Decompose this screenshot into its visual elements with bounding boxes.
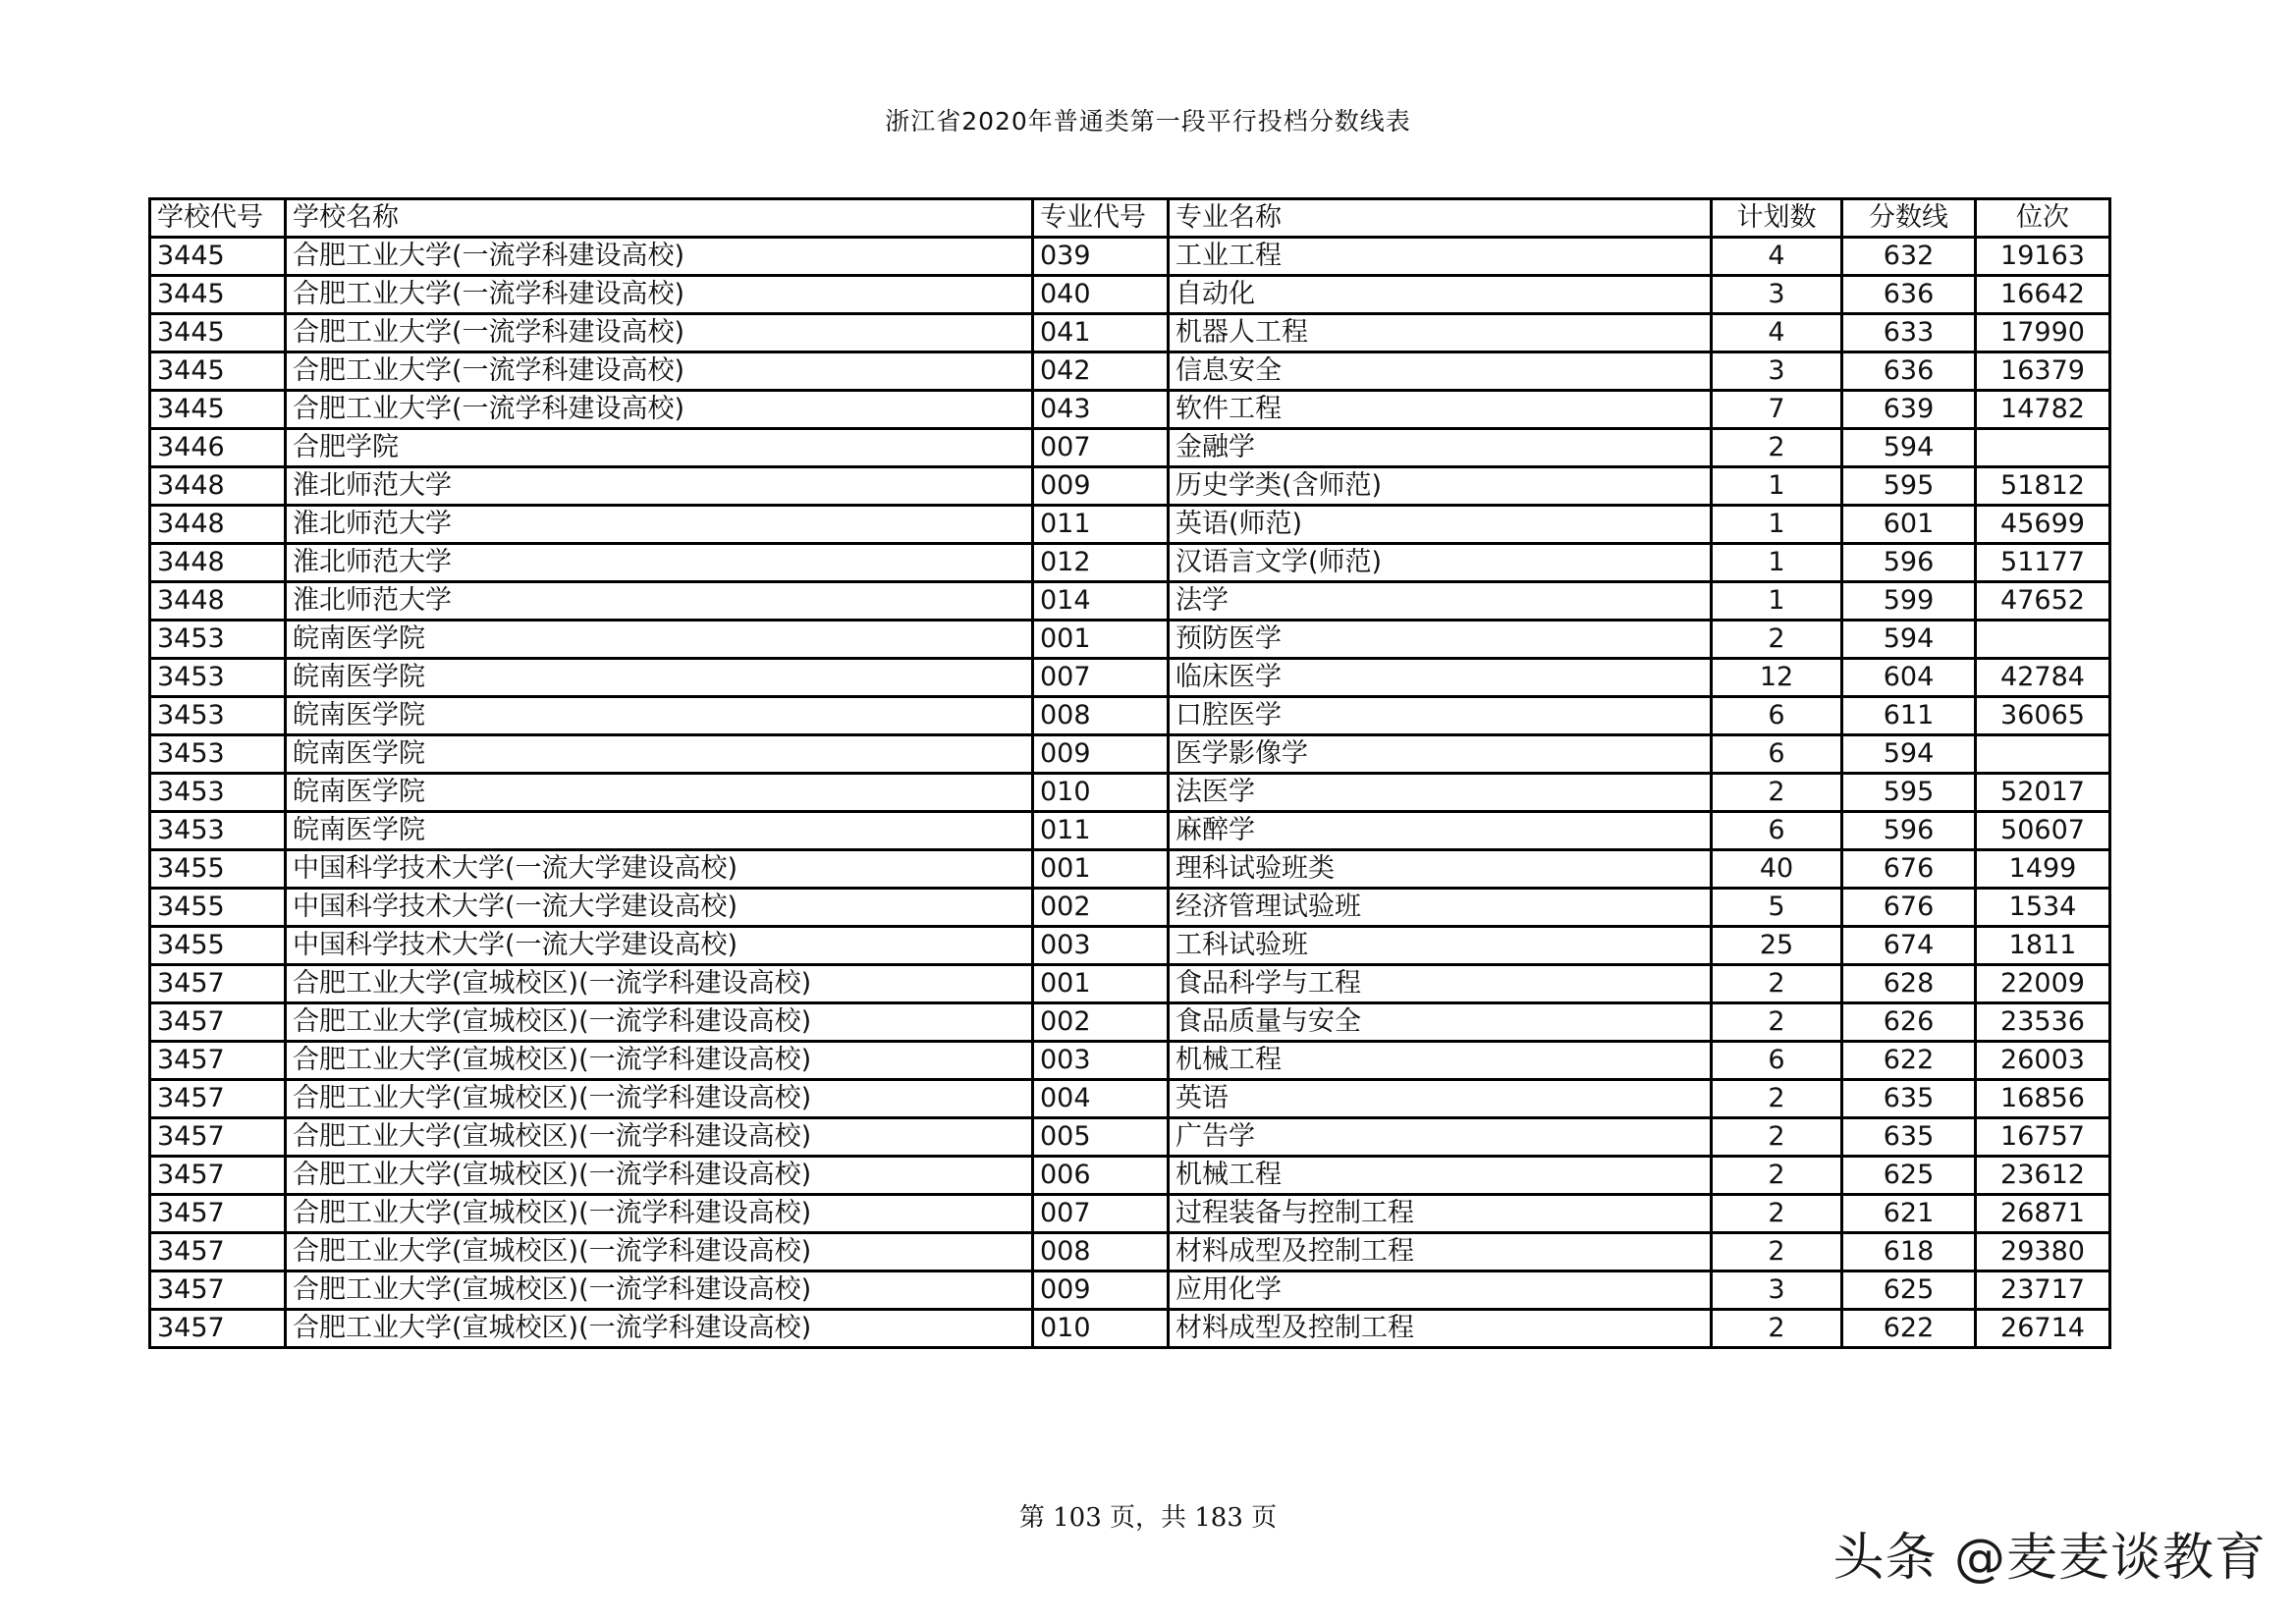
rank-cell: 26714 [1976,1310,2110,1348]
plan-count-cell: 40 [1712,850,1842,889]
school-code-cell: 3453 [150,735,286,774]
school-name-cell: 合肥工业大学(一流学科建设高校) [286,276,1033,314]
rank-cell: 23612 [1976,1157,2110,1195]
major-code-cell: 042 [1033,352,1169,391]
score-line-cell: 674 [1842,927,1976,965]
major-code-cell: 002 [1033,889,1169,927]
table-row [150,1042,2110,1080]
major-code-cell: 011 [1033,506,1169,544]
major-name-cell: 历史学类(含师范) [1169,467,1712,506]
plan-count-cell: 2 [1712,1080,1842,1118]
major-name-cell: 软件工程 [1169,391,1712,429]
school-code-cell: 3457 [150,1310,286,1348]
table-row [150,659,2110,697]
major-code-cell: 007 [1033,429,1169,467]
table-row [150,812,2110,850]
school-code-cell: 3445 [150,352,286,391]
school-name-cell: 合肥工业大学(宣城校区)(一流学科建设高校) [286,965,1033,1003]
table-row [150,314,2110,352]
header-plan-count: 计划数 [1712,199,1842,238]
school-name-cell: 合肥工业大学(宣城校区)(一流学科建设高校) [286,1157,1033,1195]
rank-cell: 16379 [1976,352,2110,391]
major-name-cell: 医学影像学 [1169,735,1712,774]
plan-count-cell: 5 [1712,889,1842,927]
school-code-cell: 3448 [150,467,286,506]
score-line-cell: 594 [1842,621,1976,659]
major-name-cell: 理科试验班类 [1169,850,1712,889]
major-name-cell: 预防医学 [1169,621,1712,659]
table-row [150,276,2110,314]
score-line-cell: 595 [1842,467,1976,506]
rank-cell: 45699 [1976,506,2110,544]
table-row [150,1271,2110,1310]
table-row [150,582,2110,621]
score-line-cell: 636 [1842,276,1976,314]
table-row [150,774,2110,812]
major-code-cell: 014 [1033,582,1169,621]
major-code-cell: 041 [1033,314,1169,352]
major-code-cell: 001 [1033,850,1169,889]
plan-count-cell: 4 [1712,238,1842,276]
score-line-cell: 676 [1842,850,1976,889]
major-name-cell: 材料成型及控制工程 [1169,1310,1712,1348]
score-line-cell: 635 [1842,1080,1976,1118]
school-name-cell: 皖南医学院 [286,659,1033,697]
school-name-cell: 合肥工业大学(一流学科建设高校) [286,314,1033,352]
rank-cell: 16856 [1976,1080,2110,1118]
header-major-name: 专业名称 [1169,199,1712,238]
table-row [150,1003,2110,1042]
major-name-cell: 应用化学 [1169,1271,1712,1310]
school-code-cell: 3457 [150,1157,286,1195]
major-name-cell: 信息安全 [1169,352,1712,391]
school-code-cell: 3446 [150,429,286,467]
table-row [150,927,2110,965]
score-line-cell: 595 [1842,774,1976,812]
major-name-cell: 法学 [1169,582,1712,621]
score-line-cell: 594 [1842,735,1976,774]
major-code-cell: 004 [1033,1080,1169,1118]
score-line-cell: 618 [1842,1233,1976,1271]
header-rank: 位次 [1976,199,2110,238]
plan-count-cell: 2 [1712,1157,1842,1195]
major-code-cell: 007 [1033,1195,1169,1233]
rank-cell: 16642 [1976,276,2110,314]
rank-cell: 23717 [1976,1271,2110,1310]
school-code-cell: 3457 [150,1233,286,1271]
plan-count-cell: 2 [1712,1118,1842,1157]
score-line-cell: 639 [1842,391,1976,429]
plan-count-cell: 2 [1712,429,1842,467]
school-name-cell: 中国科学技术大学(一流大学建设高校) [286,927,1033,965]
major-code-cell: 005 [1033,1118,1169,1157]
school-name-cell: 合肥工业大学(一流学科建设高校) [286,391,1033,429]
school-name-cell: 合肥工业大学(宣城校区)(一流学科建设高校) [286,1080,1033,1118]
major-code-cell: 039 [1033,238,1169,276]
table-row [150,467,2110,506]
table-row [150,238,2110,276]
major-name-cell: 经济管理试验班 [1169,889,1712,927]
major-name-cell: 口腔医学 [1169,697,1712,735]
score-line-cell: 599 [1842,582,1976,621]
school-code-cell: 3448 [150,506,286,544]
school-name-cell: 合肥工业大学(宣城校区)(一流学科建设高校) [286,1233,1033,1271]
rank-cell: 50607 [1976,812,2110,850]
rank-cell: 42784 [1976,659,2110,697]
rank-cell: 1499 [1976,850,2110,889]
rank-cell: 51812 [1976,467,2110,506]
major-code-cell: 009 [1033,735,1169,774]
school-code-cell: 3457 [150,1195,286,1233]
school-name-cell: 淮北师范大学 [286,506,1033,544]
major-code-cell: 008 [1033,697,1169,735]
major-code-cell: 009 [1033,1271,1169,1310]
major-name-cell: 广告学 [1169,1118,1712,1157]
plan-count-cell: 3 [1712,276,1842,314]
rank-cell: 47652 [1976,582,2110,621]
header-school-name: 学校名称 [286,199,1033,238]
table-row [150,352,2110,391]
school-name-cell: 淮北师范大学 [286,544,1033,582]
school-name-cell: 合肥工业大学(宣城校区)(一流学科建设高校) [286,1310,1033,1348]
major-code-cell: 001 [1033,621,1169,659]
school-code-cell: 3453 [150,812,286,850]
table-row [150,391,2110,429]
rank-cell [1976,735,2110,774]
table-header-row [150,199,2110,238]
major-code-cell: 007 [1033,659,1169,697]
plan-count-cell: 2 [1712,621,1842,659]
school-code-cell: 3457 [150,1080,286,1118]
school-name-cell: 合肥工业大学(一流学科建设高校) [286,238,1033,276]
score-line-cell: 676 [1842,889,1976,927]
major-code-cell: 008 [1033,1233,1169,1271]
major-name-cell: 汉语言文学(师范) [1169,544,1712,582]
plan-count-cell: 7 [1712,391,1842,429]
table-row [150,965,2110,1003]
school-code-cell: 3445 [150,238,286,276]
major-code-cell: 003 [1033,927,1169,965]
table-body [150,238,2110,1348]
school-name-cell: 合肥学院 [286,429,1033,467]
score-line-cell: 622 [1842,1042,1976,1080]
major-name-cell: 过程装备与控制工程 [1169,1195,1712,1233]
major-name-cell: 英语(师范) [1169,506,1712,544]
major-name-cell: 机械工程 [1169,1042,1712,1080]
major-name-cell: 临床医学 [1169,659,1712,697]
school-code-cell: 3453 [150,659,286,697]
major-name-cell: 材料成型及控制工程 [1169,1233,1712,1271]
major-code-cell: 001 [1033,965,1169,1003]
rank-cell: 26003 [1976,1042,2110,1080]
plan-count-cell: 3 [1712,1271,1842,1310]
table-row [150,621,2110,659]
major-name-cell: 自动化 [1169,276,1712,314]
school-name-cell: 合肥工业大学(一流学科建设高校) [286,352,1033,391]
score-line-cell: 628 [1842,965,1976,1003]
school-name-cell: 皖南医学院 [286,621,1033,659]
score-line-cell: 611 [1842,697,1976,735]
major-code-cell: 040 [1033,276,1169,314]
score-line-cell: 601 [1842,506,1976,544]
major-name-cell: 法医学 [1169,774,1712,812]
score-line-cell: 596 [1842,812,1976,850]
plan-count-cell: 3 [1712,352,1842,391]
watermark: 头条 @麦麦谈教育 [1832,1529,2267,1588]
score-line-cell: 625 [1842,1157,1976,1195]
school-code-cell: 3445 [150,276,286,314]
score-line-cell: 621 [1842,1195,1976,1233]
plan-count-cell: 6 [1712,697,1842,735]
score-line-cell: 622 [1842,1310,1976,1348]
plan-count-cell: 6 [1712,812,1842,850]
school-name-cell: 皖南医学院 [286,735,1033,774]
table-row [150,735,2110,774]
school-name-cell: 中国科学技术大学(一流大学建设高校) [286,889,1033,927]
major-code-cell: 003 [1033,1042,1169,1080]
school-code-cell: 3457 [150,965,286,1003]
plan-count-cell: 2 [1712,1233,1842,1271]
rank-cell: 52017 [1976,774,2110,812]
school-name-cell: 淮北师范大学 [286,582,1033,621]
plan-count-cell: 2 [1712,774,1842,812]
major-code-cell: 009 [1033,467,1169,506]
header-major-code: 专业代号 [1033,199,1169,238]
score-table [148,197,2111,1349]
rank-cell: 26871 [1976,1195,2110,1233]
major-name-cell: 机械工程 [1169,1157,1712,1195]
school-name-cell: 皖南医学院 [286,812,1033,850]
score-line-cell: 596 [1842,544,1976,582]
school-code-cell: 3448 [150,544,286,582]
page-number: 第 103 页，共 183 页 [1018,1503,1278,1533]
school-code-cell: 3457 [150,1271,286,1310]
plan-count-cell: 1 [1712,544,1842,582]
school-name-cell: 皖南医学院 [286,774,1033,812]
score-line-cell: 635 [1842,1118,1976,1157]
major-name-cell: 工科试验班 [1169,927,1712,965]
rank-cell: 36065 [1976,697,2110,735]
rank-cell: 22009 [1976,965,2110,1003]
school-code-cell: 3453 [150,621,286,659]
table-row [150,544,2110,582]
school-code-cell: 3453 [150,774,286,812]
major-name-cell: 工业工程 [1169,238,1712,276]
rank-cell: 23536 [1976,1003,2110,1042]
score-line-cell: 625 [1842,1271,1976,1310]
table-row [150,1118,2110,1157]
major-code-cell: 006 [1033,1157,1169,1195]
school-code-cell: 3453 [150,697,286,735]
school-code-cell: 3457 [150,1003,286,1042]
major-code-cell: 043 [1033,391,1169,429]
score-line-cell: 636 [1842,352,1976,391]
major-code-cell: 010 [1033,1310,1169,1348]
rank-cell: 1811 [1976,927,2110,965]
school-name-cell: 合肥工业大学(宣城校区)(一流学科建设高校) [286,1271,1033,1310]
school-code-cell: 3445 [150,391,286,429]
table-row [150,1310,2110,1348]
school-code-cell: 3445 [150,314,286,352]
plan-count-cell: 25 [1712,927,1842,965]
plan-count-cell: 1 [1712,582,1842,621]
score-line-cell: 626 [1842,1003,1976,1042]
plan-count-cell: 12 [1712,659,1842,697]
major-code-cell: 010 [1033,774,1169,812]
table-row [150,1233,2110,1271]
table-row [150,506,2110,544]
rank-cell: 1534 [1976,889,2110,927]
major-code-cell: 002 [1033,1003,1169,1042]
plan-count-cell: 2 [1712,1310,1842,1348]
major-name-cell: 食品质量与安全 [1169,1003,1712,1042]
table-row [150,697,2110,735]
score-line-cell: 632 [1842,238,1976,276]
table-row [150,1157,2110,1195]
school-name-cell: 合肥工业大学(宣城校区)(一流学科建设高校) [286,1195,1033,1233]
major-name-cell: 英语 [1169,1080,1712,1118]
header-school-code: 学校代号 [150,199,286,238]
table-row [150,429,2110,467]
school-code-cell: 3457 [150,1042,286,1080]
major-name-cell: 麻醉学 [1169,812,1712,850]
school-code-cell: 3448 [150,582,286,621]
table-row [150,889,2110,927]
school-name-cell: 淮北师范大学 [286,467,1033,506]
rank-cell: 19163 [1976,238,2110,276]
school-name-cell: 中国科学技术大学(一流大学建设高校) [286,850,1033,889]
plan-count-cell: 1 [1712,467,1842,506]
plan-count-cell: 1 [1712,506,1842,544]
rank-cell: 14782 [1976,391,2110,429]
score-line-cell: 594 [1842,429,1976,467]
school-name-cell: 合肥工业大学(宣城校区)(一流学科建设高校) [286,1118,1033,1157]
page-title: 浙江省2020年普通类第一段平行投档分数线表 [885,107,1411,135]
school-name-cell: 合肥工业大学(宣城校区)(一流学科建设高校) [286,1042,1033,1080]
rank-cell [1976,621,2110,659]
school-name-cell: 合肥工业大学(宣城校区)(一流学科建设高校) [286,1003,1033,1042]
table-row [150,1195,2110,1233]
header-score-line: 分数线 [1842,199,1976,238]
plan-count-cell: 2 [1712,965,1842,1003]
table-row [150,850,2110,889]
rank-cell: 29380 [1976,1233,2110,1271]
table-row [150,1080,2110,1118]
rank-cell [1976,429,2110,467]
major-name-cell: 金融学 [1169,429,1712,467]
score-line-cell: 604 [1842,659,1976,697]
plan-count-cell: 2 [1712,1195,1842,1233]
score-line-cell: 633 [1842,314,1976,352]
major-code-cell: 011 [1033,812,1169,850]
school-code-cell: 3455 [150,889,286,927]
rank-cell: 16757 [1976,1118,2110,1157]
plan-count-cell: 4 [1712,314,1842,352]
rank-cell: 51177 [1976,544,2110,582]
school-code-cell: 3455 [150,927,286,965]
school-code-cell: 3455 [150,850,286,889]
school-code-cell: 3457 [150,1118,286,1157]
plan-count-cell: 6 [1712,1042,1842,1080]
major-name-cell: 机器人工程 [1169,314,1712,352]
school-name-cell: 皖南医学院 [286,697,1033,735]
major-code-cell: 012 [1033,544,1169,582]
plan-count-cell: 2 [1712,1003,1842,1042]
major-name-cell: 食品科学与工程 [1169,965,1712,1003]
rank-cell: 17990 [1976,314,2110,352]
plan-count-cell: 6 [1712,735,1842,774]
